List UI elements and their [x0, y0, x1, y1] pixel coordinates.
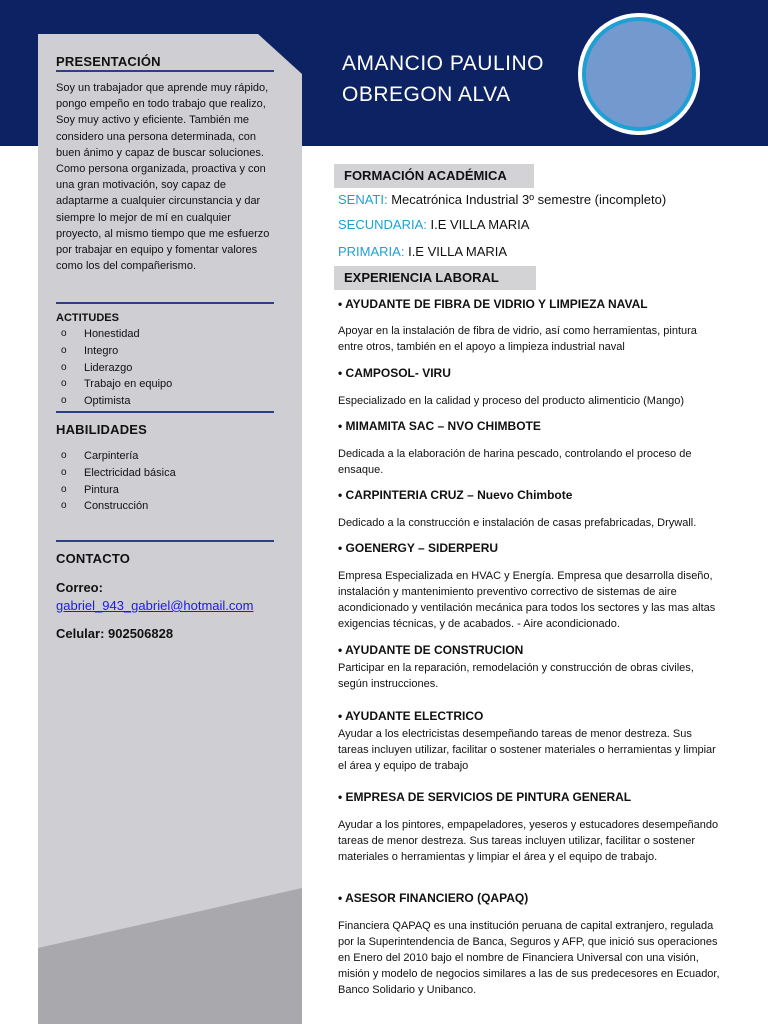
- presentation-title: PRESENTACIÓN: [56, 54, 161, 69]
- email-link[interactable]: gabriel_943_gabriel@hotmail.com: [56, 598, 254, 613]
- attitude-item: o Integro: [56, 343, 172, 360]
- education-item: PRIMARIA: I.E VILLA MARIA: [338, 244, 508, 259]
- job-title: • AYUDANTE DE CONSTRUCION: [338, 643, 524, 657]
- attitude-item: o Liderazgo: [56, 360, 172, 377]
- bullet-icon: o: [61, 466, 67, 478]
- education-item: SECUNDARIA: I.E VILLA MARIA: [338, 217, 530, 232]
- education-item: SENATI: Mecatrónica Industrial 3º semestre (incompleto): [338, 192, 667, 207]
- bullet-icon: o: [61, 344, 67, 356]
- bullet-icon: o: [61, 500, 67, 512]
- contact-title: CONTACTO: [56, 551, 131, 566]
- education-title: FORMACIÓN ACADÉMICA: [334, 164, 534, 188]
- job-title: • AYUDANTE ELECTRICO: [338, 709, 484, 723]
- attitudes-title: ACTITUDES: [56, 312, 119, 324]
- skill-item: o Carpintería: [56, 448, 176, 465]
- skills-list: [56, 448, 176, 515]
- bullet-icon: o: [61, 395, 67, 407]
- job-title: • CARPINTERIA CRUZ – Nuevo Chimbote: [338, 488, 573, 502]
- skills-divider: [56, 411, 274, 413]
- name-line-1: AMANCIO PAULINO: [342, 52, 544, 75]
- profile-photo: [586, 21, 692, 127]
- job-description: Financiera QAPAQ es una institución peruana de capital extranjero, regulada por la Superintendencia de Banca, Seguros y AFP, que inició sus operaciones en Enero del 2010 bajo el nombre de Financiera Universal con una visión, misión y modelo de negocios similares a las de sus predecesores en Ecuador, Banco Solidario y Unibanco.: [338, 920, 720, 996]
- attitude-item: o Honestidad: [56, 326, 172, 343]
- skill-item: o Construcción: [56, 498, 176, 515]
- contact-divider: [56, 540, 274, 542]
- job-title: • EMPRESA DE SERVICIOS DE PINTURA GENERAL: [338, 790, 632, 804]
- bullet-icon: o: [61, 328, 67, 339]
- job-description: Ayudar a los electricistas desempeñando tareas de menor destreza. Sus tareas incluyen utilizar, facilitar o sostener materiales o herramientas y limpiar el área y equipo de trabajo: [338, 728, 716, 772]
- skills-title: HABILIDADES: [56, 422, 148, 437]
- bullet-icon: o: [61, 361, 67, 373]
- presentation-text: Soy un trabajador que aprende muy rápido, pongo empeño en todo trabajo que realizo, Soy muy activo y eficiente. También me considero una persona determinada, con buen ánimo y capaz de buscar soluciones. Como persona organizada, proactiva y con una gran motivación, soy capaz de adaptarme a cualquier circunstancia y dar siempre lo mejor de mí en cualquier proyecto, al mismo tiempo que me esfuerzo por trabajar en equipo y fomentar valores como los del compañerismo.: [56, 82, 270, 273]
- attitudes-list: [56, 326, 172, 410]
- job-description: Dedicada a la elaboración de harina pescado, controlando el proceso de ensaque.: [338, 448, 692, 476]
- bullet-icon: o: [61, 450, 67, 461]
- email-label: Correo:: [56, 580, 103, 595]
- job-title: • ASESOR FINANCIERO (QAPAQ): [338, 891, 529, 905]
- name-line-2: OBREGON ALVA: [342, 83, 511, 106]
- job-title: • GOENERGY – SIDERPERU: [338, 541, 499, 555]
- job-title: • CAMPOSOL- VIRU: [338, 366, 451, 380]
- job-description: Dedicado a la construcción e instalación de casas prefabricadas, Drywall.: [338, 517, 697, 529]
- phone-label: Celular: 902506828: [56, 626, 174, 641]
- job-description: Apoyar en la instalación de fibra de vidrio, así como herramientas, pintura entre otros, también en el apoyo a limpieza industrial naval: [338, 325, 697, 353]
- bullet-icon: o: [61, 378, 67, 390]
- attitudes-divider: [56, 302, 274, 304]
- job-title: • MIMAMITA SAC – NVO CHIMBOTE: [338, 419, 541, 433]
- experience-title: EXPERIENCIA LABORAL: [334, 266, 536, 290]
- job-description: Ayudar a los pintores, empapeladores, yeseros y estucadores desempeñando tareas de menor destreza. Sus tareas incluyen utilizar, facilitar o sostener materiales o herramientas y limpiar el área y el equipo de trabajo.: [338, 819, 719, 863]
- job-description: Participar en la reparación, remodelación y construcción de obras civiles, según instrucciones.: [338, 662, 694, 690]
- job-title: • AYUDANTE DE FIBRA DE VIDRIO Y LIMPIEZA NAVAL: [338, 297, 648, 311]
- attitude-item: o Optimista: [56, 393, 172, 410]
- attitude-item: o Trabajo en equipo: [56, 376, 172, 393]
- bullet-icon: o: [61, 483, 67, 495]
- skill-item: o Electricidad básica: [56, 465, 176, 482]
- job-description: Empresa Especializada en HVAC y Energía. Empresa que desarrolla diseño, instalación y mantenimiento preventivo correctivo de sistemas de aire acondicionado y ventilación mecánica para todos los sectores y las mas altas exigencias técnicas, y de acabados. - Aire acondicionado.: [338, 570, 716, 630]
- presentation-divider: [56, 70, 274, 72]
- skill-item: o Pintura: [56, 482, 176, 499]
- candidate-name: [342, 48, 544, 110]
- job-description: Especializado en la calidad y proceso del producto alimenticio (Mango): [338, 395, 685, 407]
